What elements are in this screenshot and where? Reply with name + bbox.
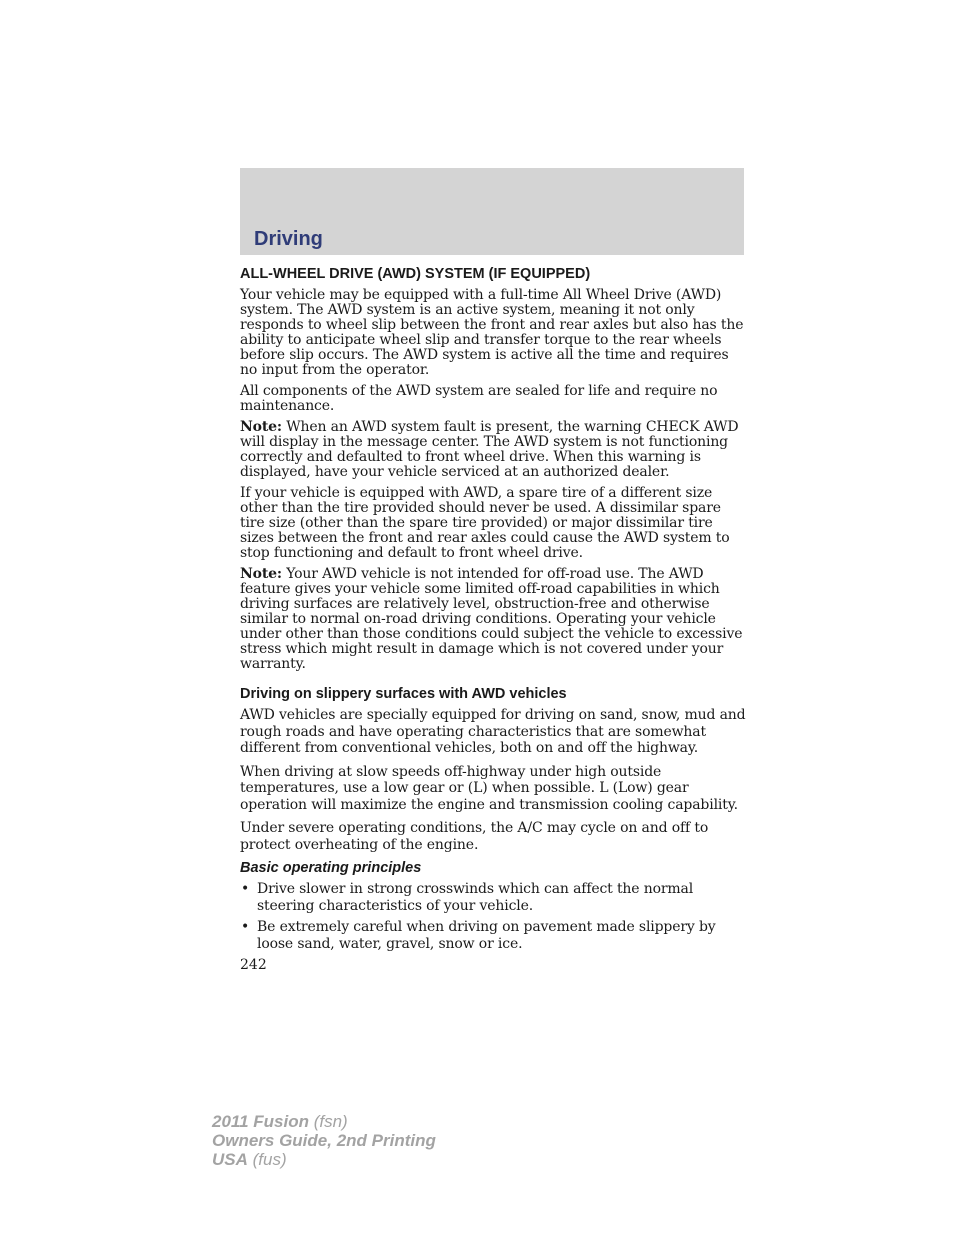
awd-heading: ALL-WHEEL DRIVE (AWD) SYSTEM (IF EQUIPPED): [240, 266, 591, 282]
awd-fault-note: [240, 420, 746, 480]
footer-market: USA: [212, 1150, 248, 1169]
principles-list: [240, 881, 746, 952]
footer-line-market: [212, 1150, 436, 1169]
list-item: [240, 919, 746, 952]
section-header-band: [240, 168, 744, 255]
footer-market-code: (fus): [247, 1150, 287, 1169]
page-number: 242: [240, 957, 267, 973]
footer-model: 2011 Fusion: [212, 1112, 309, 1131]
awd-equipped-paragraph: AWD vehicles are specially equipped for driving on sand, snow, mud and rough roads and have operating characteristics that are somewhat different from conventional vehicles, both on and off the highway.: [240, 707, 746, 756]
list-item-text: Drive slower in strong crosswinds which can affect the normal steering characteristics of your vehicle.: [257, 881, 694, 914]
bullet-icon: •: [241, 881, 250, 897]
page-content: [240, 266, 746, 973]
slow-speeds-paragraph: When driving at slow speeds off-highway under high outside temperatures, use a low gear or (L) when possible. L (Low) gear operation will maximize the engine and transmission cooling capability.: [240, 763, 738, 813]
footer-line-guide: Owners Guide, 2nd Printing: [212, 1131, 436, 1150]
slippery-surfaces-heading: Driving on slippery surfaces with AWD vehicles: [240, 686, 567, 702]
ac-cycle-paragraph: Under severe operating conditions, the A/C may cycle on and off to protect overheating of the engine.: [240, 820, 709, 853]
note-label: Note:: [240, 419, 282, 435]
list-item-text: Be extremely careful when driving on pavement made slippery by loose sand, water, gravel, snow or ice.: [257, 919, 716, 952]
off-road-note: [240, 567, 746, 672]
footer-model-code: (fsn): [309, 1112, 348, 1131]
note-label: Note:: [240, 566, 282, 582]
list-item: [240, 881, 746, 914]
note-text: Your AWD vehicle is not intended for off-road use. The AWD feature gives your vehicle some limited off-road capabilities in which driving surfaces are relatively level, obstruction-free and otherwise similar to normal on-road driving conditions. Operating your vehicle under other than those conditions could subject the vehicle to excessive stress which might result in damage which is not covered under your warranty.: [240, 566, 743, 672]
spare-tire-paragraph: If your vehicle is equipped with AWD, a spare tire of a different size other than the tire provided should never be used. A dissimilar spare tire size (other than the spare tire provided) or major dissimilar tire sizes between the front and rear axles could cause the AWD system to stop functioning and default to front wheel drive.: [240, 485, 730, 561]
document-footer: [212, 1112, 436, 1169]
footer-line-model: [212, 1112, 436, 1131]
section-title: Driving: [254, 228, 323, 250]
awd-sealed-paragraph: All components of the AWD system are sealed for life and require no maintenance.: [240, 383, 718, 414]
basic-principles-heading: Basic operating principles: [240, 860, 422, 876]
bullet-icon: •: [241, 919, 250, 935]
note-text: When an AWD system fault is present, the warning CHECK AWD will display in the message center. The AWD system is not functioning correctly and defaulted to front wheel drive. When this warning is displayed, have your vehicle serviced at an authorized dealer.: [240, 419, 739, 480]
awd-intro-paragraph: Your vehicle may be equipped with a full-time All Wheel Drive (AWD) system. The AWD system is an active system, meaning it not only responds to wheel slip between the front and rear axles but also has the ability to anticipate wheel slip and transfer torque to the rear wheels before slip occurs. The AWD system is active all the time and requires no input from the operator.: [240, 287, 744, 378]
